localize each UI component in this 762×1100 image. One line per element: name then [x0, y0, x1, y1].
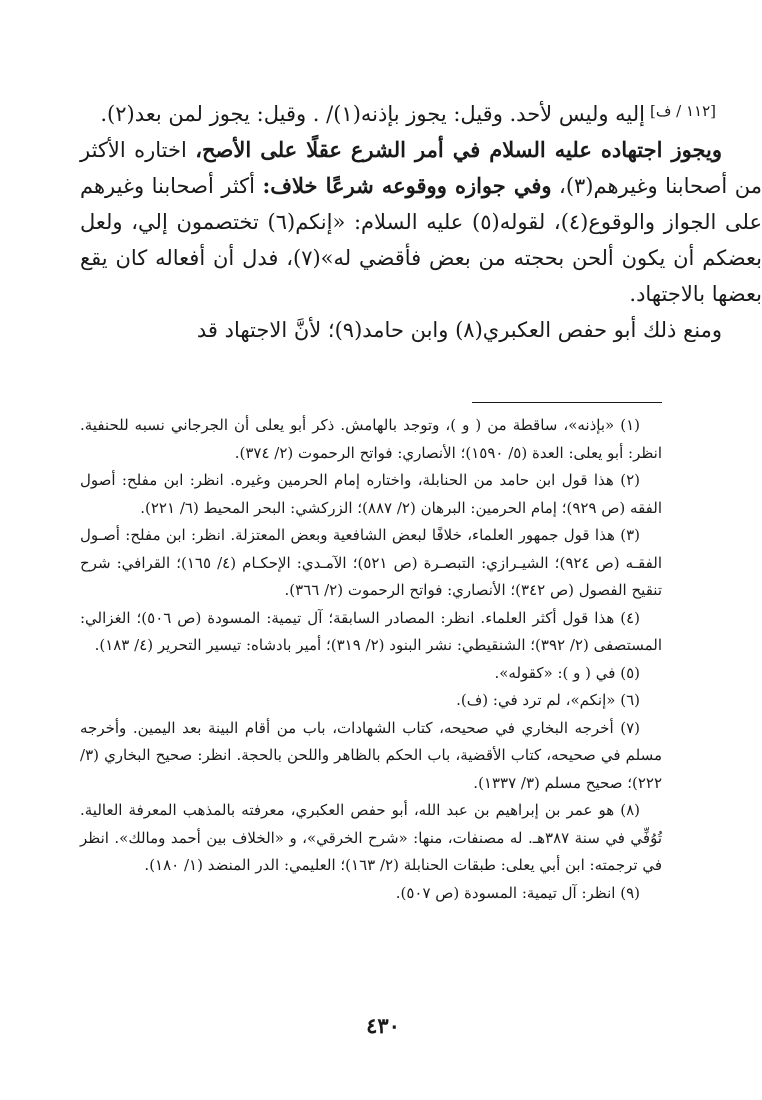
main-body-text [80, 132, 762, 348]
paragraph-1 [80, 132, 762, 312]
footnote-4: (٤) هذا قول أكثر العلماء. انظر: المصادر السابقة؛ آل تيمية: المسودة (ص ٥٠٦)؛ الغزالي: المستصفى (٢/ ٣٩٢)؛ الشنقيطي: نشر البنود (٢/ ٣١٩)؛ أمير بادشاه: تيسير التحرير (٤/ ١٨٣). [80, 608, 662, 654]
page-number: ٤٣٠ [366, 1013, 400, 1038]
footnote-6: (٦) «إنكم»، لم ترد في: (ف). [456, 691, 640, 709]
paragraph-1-text-a: اختاره الأكثر من أصحابنا وغيرهم(٣)، [80, 138, 762, 198]
bold-heading-1: ويجوز اجتهاده عليه السلام في أمر الشرع عقلًا على الأصح، [195, 137, 723, 162]
footnote-7: (٧) أخرجه البخاري في صحيحه، كتاب الشهادات، باب من أقام البينة بعد اليمين. وأخرجه مسلم في صحيحه، كتاب الأقضية، باب الحكم بالظاهر واللحن بالحجة. انظر: صحيح البخاري (٣/ ٢٢٢)؛ صحيح مسلم (٣/ ١٣٣٧). [80, 718, 662, 792]
bold-heading-2: وفي جوازه ووقوعه شرعًا خلاف: [262, 173, 552, 198]
footnote-2: (٢) هذا قول ابن حامد من الحنابلة، واختاره إمام الحرمين وغيره. انظر: ابن مفلح: أصول الفقه (ص ٩٢٩)؛ إمام الحرمين: البرهان (٢/ ٨٨٧)؛ الزركشي: البحر المحيط (٦/ ٢٢١). [80, 471, 662, 517]
first-line [80, 96, 645, 132]
manuscript-folio-reference: [١١٢ / ف] [650, 102, 717, 120]
paragraph-1-text-b: أكثر أصحابنا وغيرهم على الجواز والوقوع(٤)، لقوله(٥) عليه السلام: «إنكم(٦) تختصمون إلي، ولعل بعضكم أن يكون ألحن بحجته من بعض فأقضي له»(٧)، فدل أن أفعاله كان يقع بعضها بالاجتهاد. [80, 174, 762, 306]
continuation-line: إليه وليس لأحد. وقيل: يجوز بإذنه(١)/ . وقيل: يجوز لمن بعد(٢). [100, 102, 645, 126]
paragraph-2: ومنع ذلك أبو حفص العكبري(٨) وابن حامد(٩)؛ لأنَّ الاجتهاد قد [196, 318, 722, 342]
footnotes-section [80, 412, 662, 907]
footnote-3: (٣) هذا قول جمهور العلماء، خلافًا لبعض الشافعية وبعض المعتزلة. انظر: ابن مفلح: أصـول الفقـه (ص ٩٢٤)؛ الشيـرازي: التبصـرة (ص ٥٢١)؛ الآمـدي: الإحكـام (٤/ ١٦٥)؛ القرافي: شرح تنقيح الفصول (ص ٣٤٢)؛ الأنصاري: فواتح الرحموت (٢/ ٣٦٦). [80, 526, 663, 599]
footnote-1: (١) «بإذنه»، ساقطة من ( و )، وتوجد بالهامش. ذكر أبو يعلى أن الجرجاني نسبه للحنفية. انظر: أبو يعلى: العدة (٥/ ١٥٩٠)؛ الأنصاري: فواتح الرحموت (٢/ ٣٧٤). [80, 416, 662, 462]
footnote-divider [472, 402, 662, 403]
footnote-5: (٥) في ( و ): «كقوله». [494, 663, 640, 682]
footnote-9: (٩) انظر: آل تيمية: المسودة (ص ٥٠٧). [395, 883, 640, 902]
footnote-8: (٨) هو عمر بن إبراهيم بن عبد الله، أبو حفص العكبري، معرفته بالمذهب المعرفة العالية. تُوُفِّي في سنة ٣٨٧هـ. له مصنفات، منها: «شرح الخرقي»، و «الخلاف بين أحمد ومالك». انظر في ترجمته: ابن أبي يعلى: طبقات الحنابلة (٢/ ١٦٣)؛ العليمي: الدر المنضد (١/ ١٨٠). [80, 801, 662, 874]
